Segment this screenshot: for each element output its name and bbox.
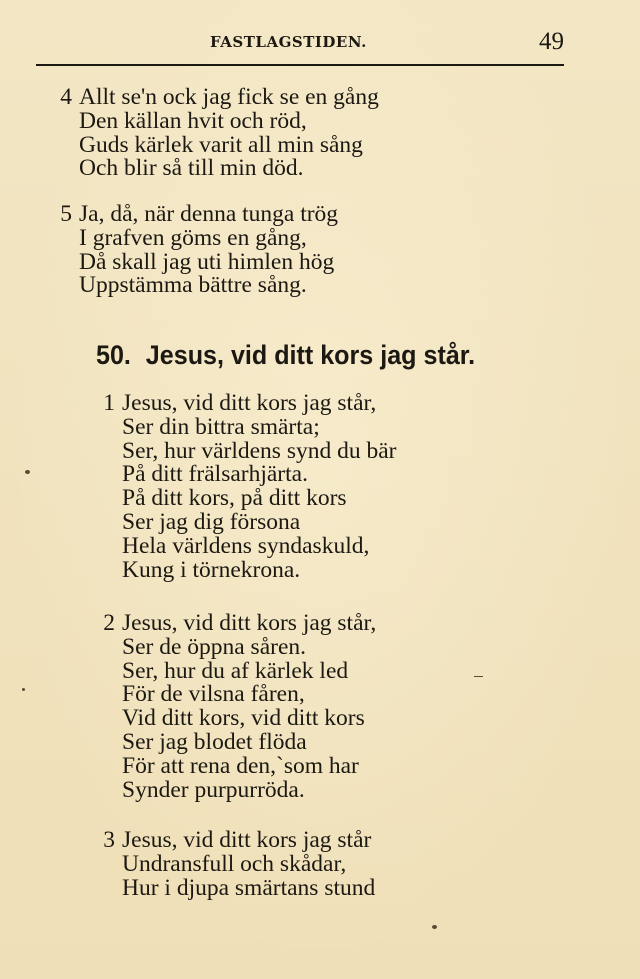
verse-line: Och blir så till min död. [79,155,304,182]
header-rule [36,64,564,66]
verse-line: Ser din bittra smärta; [122,413,320,440]
verse-line: På ditt kors, på ditt kors [122,485,347,512]
stanza-number: 4 [60,84,72,110]
verse-line: För att rena den,`som har [122,752,359,779]
verse-line: För de vilsna fåren, [122,681,305,708]
verse-line: Uppstämma bättre sång. [79,272,307,299]
hymn-number: 50. [96,340,131,370]
verse-line: Ja, då, när denna tunga trög [79,201,339,227]
running-head: FASTLAGSTIDEN. [210,33,367,51]
paper-speck [22,688,25,691]
verse-line: Vid ditt kors, vid ditt kors [122,705,365,732]
stanza-lines [79,86,379,181]
verse-line: Hur i djupa smärtans stund [122,874,376,901]
verse-line: Ser de öppna såren. [122,633,307,660]
hymn-title: Jesus, vid ditt kors jag står. [145,340,476,370]
verse-line: Synder purpurröda. [122,776,305,803]
stanza-lines [122,392,396,582]
verse-line: Den källan hvit och röd, [79,107,307,134]
page-number: 49 [539,28,564,55]
verse-line: Undransfull och skådar, [122,850,347,877]
verse-line: I grafven göms en gång, [79,224,307,251]
verse-line: Ser jag dig försona [122,508,301,535]
stanza-number: 2 [103,610,115,636]
verse-line: Hela världens syndaskuld, [122,532,370,559]
stanza-number: 5 [60,201,72,227]
stanza-lines [122,829,375,900]
paper-speck [25,470,30,474]
verse-line: Ser, hur världens synd du bär [122,437,397,464]
verse-line: Ser, hur du af kärlek led [122,657,349,684]
verse-line: Allt se'n ock jag fick se en gång [79,84,379,110]
stanza-lines [122,612,376,802]
stanza-lines [79,203,338,298]
stanza-number: 3 [103,827,115,853]
page-header [0,0,640,66]
verse-line: Ser jag blodet flöda [122,728,307,755]
verse-line: Jesus, vid ditt kors jag står, [122,390,377,416]
verse-line: Jesus, vid ditt kors jag står [122,827,372,853]
paper-speck [432,925,437,929]
verse-line: Jesus, vid ditt kors jag står, [122,610,377,636]
verse-line: Kung i törnekrona. [122,556,301,583]
verse-line: På ditt frälsarhjärta. [122,461,308,488]
verse-line: Guds kärlek varit all min sång [79,131,363,158]
verse-line: Då skall jag uti himlen hög [79,248,335,275]
paper-speck [474,676,483,677]
hymn-heading [96,340,475,371]
stanza-number: 1 [103,390,115,416]
